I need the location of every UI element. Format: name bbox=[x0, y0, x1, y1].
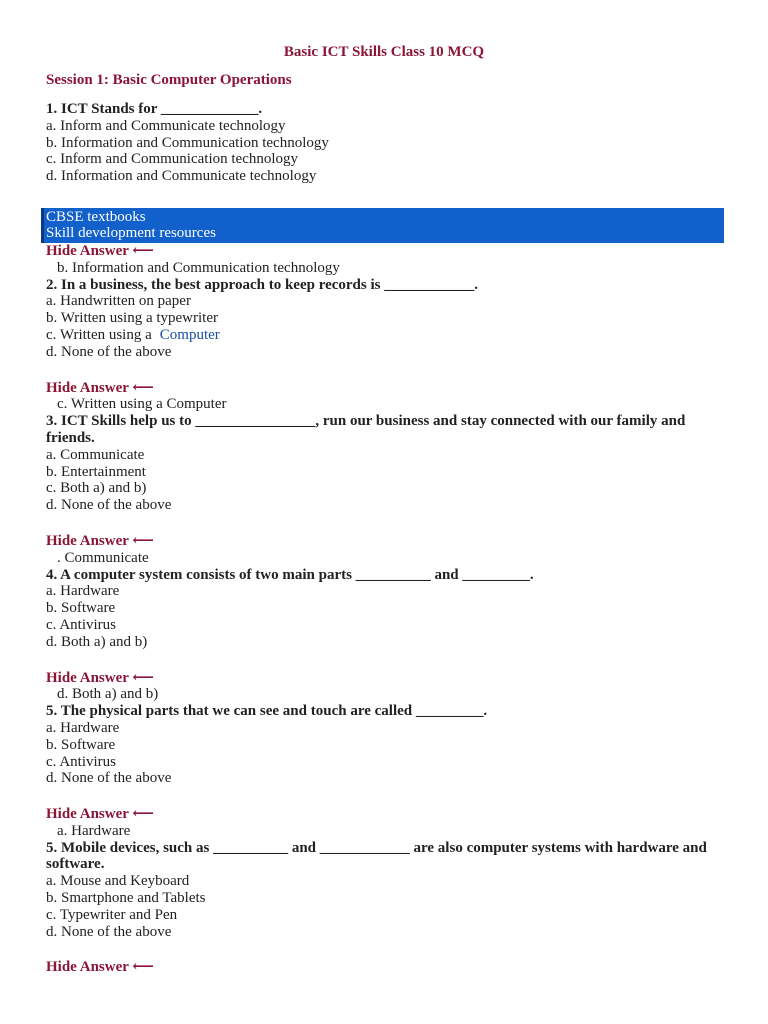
answer-text: c. Written using a Computer bbox=[57, 396, 227, 413]
option: c. Typewriter and Pen bbox=[46, 906, 178, 923]
mcq-content bbox=[46, 101, 726, 976]
page-title: Basic ICT Skills Class 10 MCQ bbox=[283, 44, 485, 60]
option: d. None of the above bbox=[46, 923, 172, 940]
option: d. Both a) and b) bbox=[46, 633, 148, 650]
option: d. None of the above bbox=[46, 497, 172, 514]
option: a. Hardware bbox=[46, 583, 120, 600]
hide-answer-button[interactable]: Hide Answer ⟵ bbox=[46, 242, 154, 259]
question-block bbox=[46, 277, 726, 361]
option: b. Information and Communication technology bbox=[46, 134, 329, 151]
question-text: 5. Mobile devices, such as __________ and ____________ are also computer systems with hardware and software. bbox=[46, 839, 707, 873]
hide-answer-button[interactable]: Hide Answer ⟵ bbox=[46, 379, 154, 396]
session-heading: Session 1: Basic Computer Operations bbox=[46, 72, 292, 88]
answer-text: a. Hardware bbox=[57, 822, 131, 839]
computer-link[interactable]: Computer bbox=[159, 326, 220, 343]
option: b. Written using a typewriter bbox=[46, 310, 218, 327]
question-block bbox=[46, 101, 726, 185]
hide-answer-button[interactable]: Hide Answer ⟵ bbox=[46, 959, 154, 976]
option: a. Handwritten on paper bbox=[46, 293, 191, 310]
ad-link-skill-resources[interactable]: Skill development resources bbox=[46, 225, 216, 242]
question-text: 2. In a business, the best approach to keep records is ____________. bbox=[46, 276, 478, 293]
option: a. Inform and Communicate technology bbox=[46, 117, 286, 134]
question-block bbox=[46, 840, 726, 941]
question-block bbox=[46, 413, 726, 514]
question-block bbox=[46, 703, 726, 787]
question-text: 5. The physical parts that we can see and touch are called _________. bbox=[46, 703, 488, 720]
hide-answer-button[interactable]: Hide Answer ⟵ bbox=[46, 532, 154, 549]
question-text: 3. ICT Skills help us to ________________, run our business and stay connected with our family and friends. bbox=[46, 413, 686, 446]
option: a. Hardware bbox=[46, 719, 120, 736]
option: d. None of the above bbox=[46, 770, 172, 787]
option: a. Communicate bbox=[46, 446, 145, 463]
option-with-link bbox=[46, 327, 726, 344]
option: b. Entertainment bbox=[46, 463, 146, 480]
question-block bbox=[46, 567, 726, 651]
answer-text: d. Both a) and b) bbox=[57, 686, 159, 703]
option: b. Software bbox=[46, 736, 116, 753]
option: c. Inform and Communication technology bbox=[46, 151, 299, 168]
ad-banner bbox=[41, 208, 724, 243]
option: b. Software bbox=[46, 600, 116, 617]
option: c. Both a) and b) bbox=[46, 480, 147, 497]
ad-link-cbse-textbooks[interactable]: CBSE textbooks bbox=[46, 208, 146, 225]
hide-answer-button[interactable]: Hide Answer ⟵ bbox=[46, 669, 154, 686]
option-text: c. Written using a bbox=[46, 326, 152, 343]
option: d. None of the above bbox=[46, 343, 172, 360]
question-text: 1. ICT Stands for _____________. bbox=[46, 101, 263, 117]
answer-text: b. Information and Communication technology bbox=[57, 259, 340, 276]
question-text: 4. A computer system consists of two main parts __________ and _________. bbox=[46, 566, 534, 583]
answer-text: . Communicate bbox=[57, 549, 149, 566]
option: c. Antivirus bbox=[46, 616, 116, 633]
hide-answer-button[interactable]: Hide Answer ⟵ bbox=[46, 806, 154, 823]
option: b. Smartphone and Tablets bbox=[46, 890, 206, 907]
option: c. Antivirus bbox=[46, 753, 116, 770]
option: a. Mouse and Keyboard bbox=[46, 873, 190, 890]
option: d. Information and Communicate technology bbox=[46, 168, 317, 185]
